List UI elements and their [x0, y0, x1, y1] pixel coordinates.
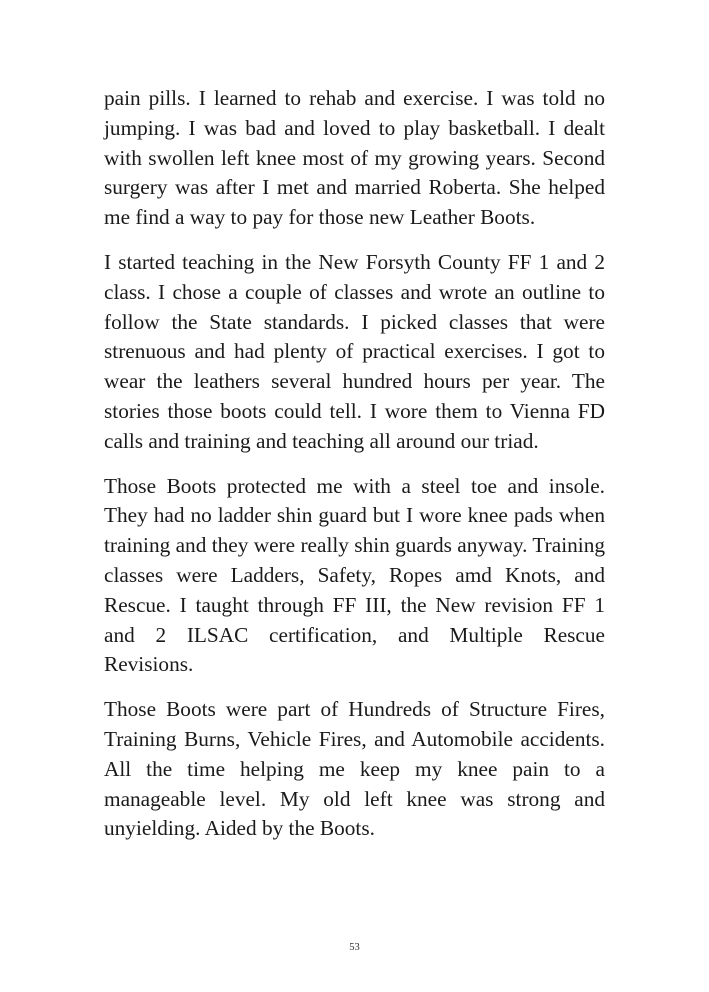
page-number: 53 [349, 942, 360, 953]
paragraph-2: I started teaching in the New Forsyth County FF 1 and 2 class. I chose a couple of classes and wrote an outline to follow the State standards. I picked classes that were strenuous and had plenty of practical exercises. I got to wear the leathers several hundred hours per year. The stories those boots could tell. I wore them to Vienna FD calls and training and teaching all around our triad. [104, 249, 605, 453]
paragraph-4: Those Boots were part of Hundreds of Structure Fires, Training Burns, Vehicle Fires, and Automobile accidents. All the time helping me keep my knee pain to a manageable level. My old left knee was strong and unyielding. Aided by the Boots. [104, 697, 605, 841]
paragraph-3: Those Boots protected me with a steel toe and insole. They had no ladder shin guard but I wore knee pads when training and they were really shin guards anyway. Training classes were Ladders, Safety, Ropes amd Knots, and Rescue. I taught through FF III, the New revision FF 1 and 2 ILSAC certification, and Multiple Rescue Revisions. [104, 473, 605, 677]
page-body-text [104, 84, 605, 859]
paragraph-1: pain pills. I learned to rehab and exercise. I was told no jumping. I was bad and loved to play basketball. I dealt with swollen left knee most of my growing years. Second surgery was after I met and married Roberta. She helped me find a way to pay for those new Leather Boots. [104, 86, 605, 230]
